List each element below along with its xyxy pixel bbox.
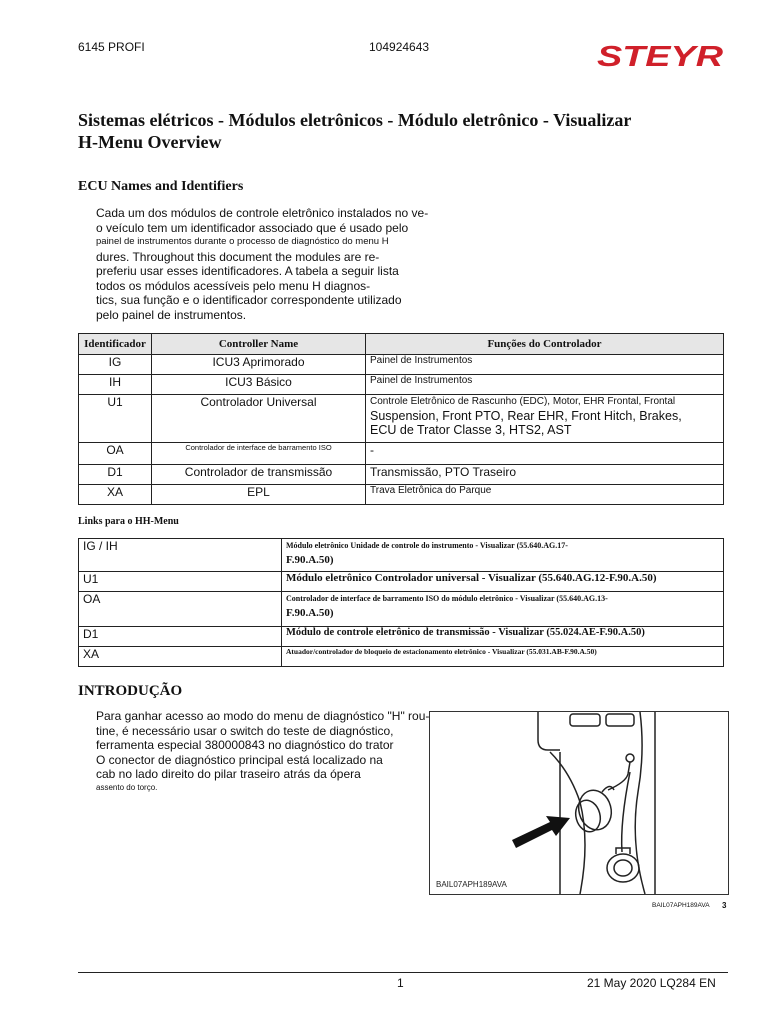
table-row (79, 647, 724, 667)
link-module-transmission[interactable]: Módulo de controle eletrônico de transmissão - Visualizar (55.024.AE-F.90.A.50) (282, 627, 724, 647)
cell-identifier: D1 (79, 627, 282, 647)
ecu-section-heading: ECU Names and Identifiers (78, 179, 244, 194)
table-row (79, 572, 724, 592)
column-header: Identificador (79, 334, 152, 355)
cell-functions: Painel de Instrumentos (366, 375, 724, 395)
link-line: Controlador de interface de barramento ISO do módulo eletrônico - Visualizar (55.640.AG.13- (286, 594, 608, 603)
cell-identifier: U1 (79, 572, 282, 592)
link-line: F.90.A.50) (286, 607, 334, 619)
model-name: 6145 PROFI (78, 40, 145, 54)
footer-date-reference: 21 May 2020 LQ284 EN (587, 976, 716, 990)
paragraph-line: dures. Throughout this document the modules are re- (96, 249, 380, 264)
brand-wordmark: STEYR (597, 41, 724, 72)
cell-identifier: D1 (79, 465, 152, 485)
function-line: Controle Eletrônico de Rascunho (EDC), Motor, EHR Frontal, Frontal (370, 396, 676, 407)
paragraph-line: Cada um dos módulos de controle eletrônico instalados no ve- (96, 206, 429, 220)
paragraph-line: tics, sua função e o identificador correspondente utilizado (96, 293, 402, 307)
table-row (79, 627, 724, 647)
ecu-intro-paragraph (96, 206, 446, 322)
ecu-table (78, 333, 724, 505)
cell-identifier: U1 (79, 395, 152, 443)
links-table (78, 538, 724, 667)
table-row (79, 539, 724, 572)
links-heading: Links para o HH-Menu (78, 516, 179, 527)
link-line: F.90.A.50) (286, 554, 334, 566)
cell-identifier: IG (79, 355, 152, 375)
cell-identifier: IH (79, 375, 152, 395)
paragraph-line: ferramenta especial 380000843 no diagnóstico do trator (96, 738, 394, 752)
cell-functions: Painel de Instrumentos (366, 355, 724, 375)
cell-controller-name: Controlador Universal (152, 395, 366, 443)
paragraph-line: cab no lado direito do pilar traseiro atrás da ópera (96, 767, 361, 781)
cell-controller-name: ICU3 Aprimorado (152, 355, 366, 375)
table-row (79, 395, 724, 443)
table-row (79, 485, 724, 505)
paragraph-line: todos os módulos acessíveis pelo menu H diagnos- (96, 278, 371, 293)
cell-functions: Transmissão, PTO Traseiro (366, 465, 724, 485)
steyr-logo (595, 40, 727, 72)
table-header-row (79, 334, 724, 355)
cell-functions: Trava Eletrônica do Parque (366, 485, 724, 505)
paragraph-line: O conector de diagnóstico principal está localizado na (96, 752, 383, 767)
pointer-arrow (512, 816, 570, 848)
connector-illustration (430, 712, 728, 894)
cell-functions: - (366, 443, 724, 465)
function-line: Suspension, Front PTO, Rear EHR, Front Hitch, Brakes, (370, 409, 682, 423)
cell-identifier: XA (79, 485, 152, 505)
cell-functions (366, 395, 724, 443)
function-line: ECU de Trator Classe 3, HTS2, AST (370, 423, 572, 437)
link-module-instrument[interactable] (282, 539, 724, 572)
paragraph-line: tine, é necessário usar o switch do teste de diagnóstico, (96, 723, 394, 738)
document-number: 104924643 (369, 40, 430, 54)
cell-controller-name: ICU3 Básico (152, 375, 366, 395)
paragraph-line: pelo painel de instrumentos. (96, 307, 247, 322)
page-subtitle: H-Menu Overview (78, 132, 222, 152)
table-row (79, 355, 724, 375)
figure-number: 3 (722, 901, 727, 910)
intro-heading: INTRODUÇÃO (78, 683, 183, 699)
cell-controller-name: Controlador de transmissão (152, 465, 366, 485)
diagnostic-connector-figure (429, 711, 729, 895)
figure-inner-label: BAIL07APH189AVA (436, 880, 507, 889)
cell-identifier: XA (79, 647, 282, 667)
cell-identifier: OA (79, 592, 282, 627)
footer-divider (78, 972, 728, 973)
page-number: 1 (397, 976, 404, 990)
cell-controller-name: Controlador de interface de barramento ISO (152, 443, 366, 465)
column-header: Controller Name (152, 334, 366, 355)
table-row (79, 443, 724, 465)
paragraph-line: preferiu usar esses identificadores. A tabela a seguir lista (96, 264, 399, 278)
cell-identifier: IG / IH (79, 539, 282, 572)
intro-paragraph (96, 709, 446, 793)
table-row (79, 375, 724, 395)
link-module-parking-lock[interactable]: Atuador/controlador de bloqueio de estacionamento eletrônico - Visualizar (55.031.AB-F.90.A.50) (282, 647, 724, 667)
column-header: Funções do Controlador (366, 334, 724, 355)
paragraph-line: o veículo tem um identificador associado que é usado pelo (96, 220, 409, 235)
paragraph-line: Para ganhar acesso ao modo do menu de diagnóstico "H" rou- (96, 709, 430, 723)
table-row (79, 465, 724, 485)
link-line: Módulo eletrônico Unidade de controle do instrumento - Visualizar (55.640.AG.17- (286, 541, 568, 550)
link-module-iso-bus[interactable] (282, 592, 724, 627)
paragraph-line: painel de instrumentos durante o processo de diagnóstico do menu H (96, 236, 389, 247)
figure-caption: BAIL07APH189AVA (652, 902, 710, 909)
link-module-universal[interactable]: Módulo eletrônico Controlador universal - Visualizar (55.640.AG.12-F.90.A.50) (282, 572, 724, 592)
cell-controller-name: EPL (152, 485, 366, 505)
cell-identifier: OA (79, 443, 152, 465)
page-title: Sistemas elétricos - Módulos eletrônicos - Módulo eletrônico - Visualizar (78, 110, 632, 130)
table-row (79, 592, 724, 627)
paragraph-line: assento do torço. (96, 782, 158, 792)
